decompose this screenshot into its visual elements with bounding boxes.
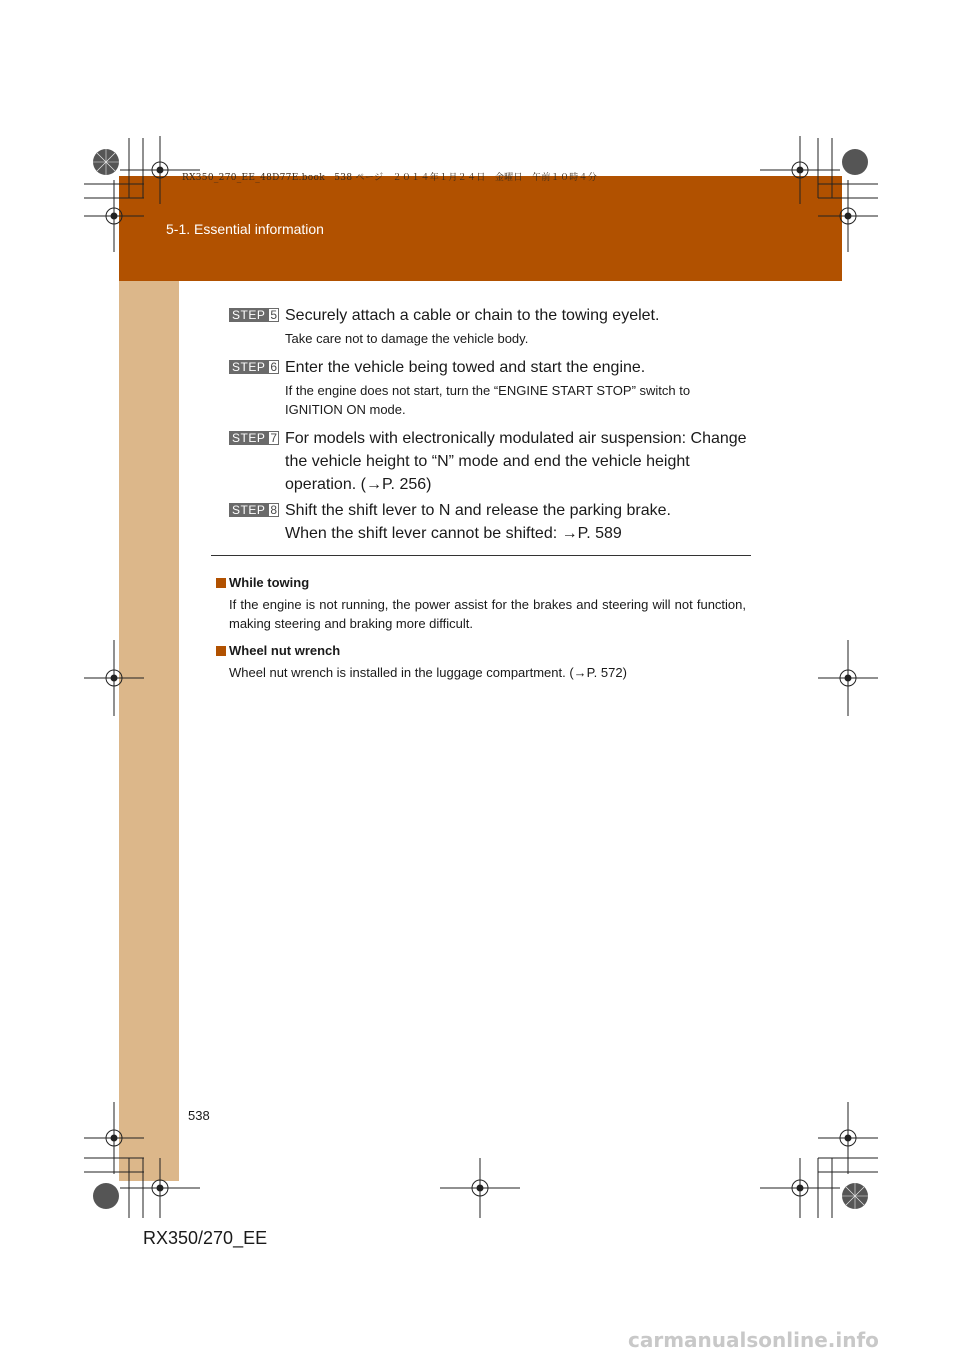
info-heading: While towing <box>229 575 310 590</box>
step-badge <box>229 431 279 445</box>
step-7 <box>229 427 749 496</box>
info-while-towing <box>216 575 746 633</box>
step-note: If the engine does not start, turn the “ENGINE START STOP” switch to IGNITION ON mode. <box>285 383 691 417</box>
step-instruction-line: When the shift lever cannot be shifted: →P. 589 <box>285 525 622 542</box>
step-6 <box>229 356 749 419</box>
step-badge-label: STEP <box>232 308 266 322</box>
info-body: Wheel nut wrench is installed in the luggage compartment. (→P. 572) <box>229 665 627 680</box>
step-badge <box>229 503 279 517</box>
step-instruction-line: Shift the shift lever to N and release the parking brake. <box>285 502 671 519</box>
section-divider <box>211 555 751 556</box>
info-notes <box>216 575 746 692</box>
step-instruction: For models with electronically modulated air suspension: Change the vehicle height to “N” mode and end the vehicle height operation. (→P. 256) <box>285 430 747 493</box>
model-code: RX350/270_EE <box>143 1228 268 1248</box>
step-badge-number: 6 <box>270 360 278 374</box>
info-wheel-nut-wrench <box>216 643 746 682</box>
step-badge-number: 8 <box>270 503 278 517</box>
print-info: RX350_270_EE_48D77E.book 538 ページ ２０１４年１月２４日 金曜日 午前１０時４分 <box>182 173 598 183</box>
step-badge-label: STEP <box>232 503 266 517</box>
step-list <box>229 304 749 545</box>
step-5 <box>229 304 749 348</box>
step-8 <box>229 499 749 545</box>
step-badge-number: 5 <box>270 308 278 322</box>
square-bullet-icon <box>216 646 226 656</box>
step-instruction <box>285 499 749 545</box>
step-badge-label: STEP <box>232 360 266 374</box>
info-heading: Wheel nut wrench <box>229 643 341 658</box>
step-note: Take care not to damage the vehicle body. <box>285 331 529 346</box>
info-body: If the engine is not running, the power assist for the brakes and steering will not function, making steering and braking more difficult. <box>229 597 746 631</box>
chapter-side-band <box>119 281 179 1181</box>
step-badge <box>229 308 279 322</box>
watermark: carmanualsonline.info <box>628 1328 879 1352</box>
step-badge-number: 7 <box>270 431 278 445</box>
square-bullet-icon <box>216 578 226 588</box>
step-badge <box>229 360 279 374</box>
step-instruction: Securely attach a cable or chain to the towing eyelet. <box>285 307 660 324</box>
page-number: 538 <box>188 1108 210 1123</box>
step-instruction: Enter the vehicle being towed and start the engine. <box>285 359 646 376</box>
section-title: 5-1. Essential information <box>166 221 324 237</box>
step-badge-label: STEP <box>232 431 266 445</box>
